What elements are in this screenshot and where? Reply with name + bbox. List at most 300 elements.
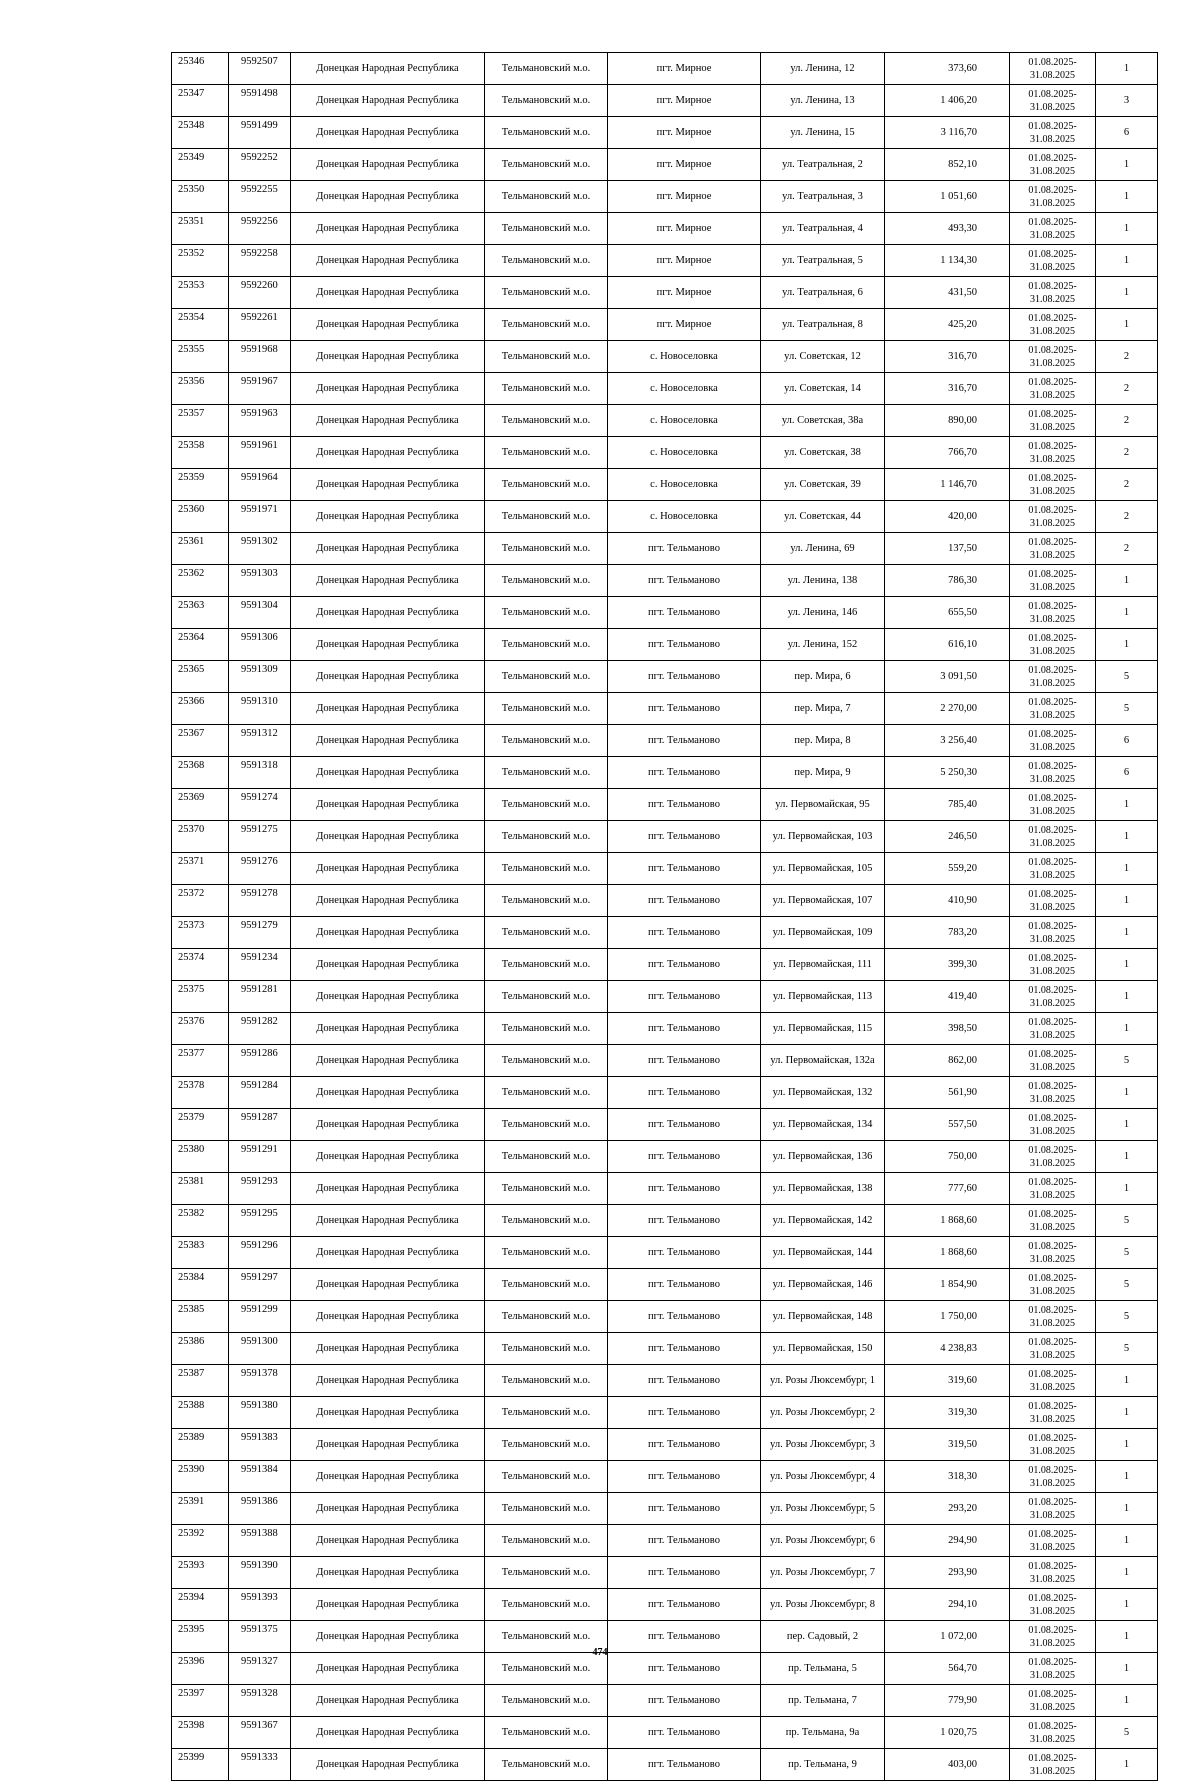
object-code-cell: 9591284 xyxy=(229,1077,291,1109)
settlement-cell: с. Новоселовка xyxy=(608,469,761,501)
record-number-cell: 25354 xyxy=(172,309,229,341)
table-row xyxy=(172,1141,1158,1173)
table-row xyxy=(172,341,1158,373)
period-start: 01.08.2025- xyxy=(1028,88,1077,100)
address-cell: ул. Первомайская, 132а xyxy=(761,1045,885,1077)
address-cell: ул. Театральная, 8 xyxy=(761,309,885,341)
area-cell: 398,50 xyxy=(885,1013,1010,1045)
object-code-cell: 9591274 xyxy=(229,789,291,821)
period-start: 01.08.2025- xyxy=(1028,536,1077,548)
municipality-cell: Тельмановский м.о. xyxy=(485,757,608,789)
table-row xyxy=(172,629,1158,661)
period-start: 01.08.2025- xyxy=(1028,1528,1077,1540)
period-end: 31.08.2025 xyxy=(1030,1765,1075,1777)
settlement-cell: пгт. Тельманово xyxy=(608,629,761,661)
municipality-cell: Тельмановский м.о. xyxy=(485,949,608,981)
area-cell: 557,50 xyxy=(885,1109,1010,1141)
period-cell xyxy=(1010,1301,1096,1333)
object-code-cell: 9591378 xyxy=(229,1365,291,1397)
region-cell: Донецкая Народная Республика xyxy=(291,85,485,117)
object-code-cell: 9591304 xyxy=(229,597,291,629)
municipality-cell: Тельмановский м.о. xyxy=(485,1493,608,1525)
settlement-cell: с. Новоселовка xyxy=(608,341,761,373)
period-end: 31.08.2025 xyxy=(1030,869,1075,881)
period-start: 01.08.2025- xyxy=(1028,792,1077,804)
object-code-cell: 9592255 xyxy=(229,181,291,213)
count-cell: 1 xyxy=(1096,181,1158,213)
count-cell: 1 xyxy=(1096,949,1158,981)
area-cell: 1 868,60 xyxy=(885,1237,1010,1269)
object-code-cell: 9591281 xyxy=(229,981,291,1013)
region-cell: Донецкая Народная Республика xyxy=(291,1525,485,1557)
area-cell: 655,50 xyxy=(885,597,1010,629)
area-cell: 890,00 xyxy=(885,405,1010,437)
address-cell: ул. Первомайская, 132 xyxy=(761,1077,885,1109)
settlement-cell: пгт. Мирное xyxy=(608,53,761,85)
area-cell: 862,00 xyxy=(885,1045,1010,1077)
area-cell: 1 854,90 xyxy=(885,1269,1010,1301)
period-cell xyxy=(1010,1045,1096,1077)
address-cell: ул. Первомайская, 103 xyxy=(761,821,885,853)
settlement-cell: пгт. Тельманово xyxy=(608,789,761,821)
table-row xyxy=(172,821,1158,853)
area-cell: 1 020,75 xyxy=(885,1717,1010,1749)
period-end: 31.08.2025 xyxy=(1030,1445,1075,1457)
record-number-cell: 25390 xyxy=(172,1461,229,1493)
record-number-cell: 25380 xyxy=(172,1141,229,1173)
count-cell: 6 xyxy=(1096,117,1158,149)
area-cell: 246,50 xyxy=(885,821,1010,853)
period-cell xyxy=(1010,821,1096,853)
count-cell: 2 xyxy=(1096,501,1158,533)
area-cell: 1 072,00 xyxy=(885,1621,1010,1653)
period-end: 31.08.2025 xyxy=(1030,613,1075,625)
record-number-cell: 25383 xyxy=(172,1237,229,1269)
region-cell: Донецкая Народная Республика xyxy=(291,981,485,1013)
settlement-cell: пгт. Тельманово xyxy=(608,1749,761,1781)
area-cell: 3 091,50 xyxy=(885,661,1010,693)
address-cell: ул. Розы Люксембург, 2 xyxy=(761,1397,885,1429)
period-end: 31.08.2025 xyxy=(1030,933,1075,945)
municipality-cell: Тельмановский м.о. xyxy=(485,1685,608,1717)
period-start: 01.08.2025- xyxy=(1028,760,1077,772)
address-cell: ул. Театральная, 2 xyxy=(761,149,885,181)
count-cell: 1 xyxy=(1096,1557,1158,1589)
address-cell: ул. Первомайская, 113 xyxy=(761,981,885,1013)
object-code-cell: 9591282 xyxy=(229,1013,291,1045)
period-end: 31.08.2025 xyxy=(1030,1477,1075,1489)
region-cell: Донецкая Народная Республика xyxy=(291,437,485,469)
municipality-cell: Тельмановский м.о. xyxy=(485,1397,608,1429)
period-cell xyxy=(1010,757,1096,789)
municipality-cell: Тельмановский м.о. xyxy=(485,1717,608,1749)
table-row xyxy=(172,725,1158,757)
municipality-cell: Тельмановский м.о. xyxy=(485,1045,608,1077)
period-cell xyxy=(1010,501,1096,533)
address-cell: ул. Розы Люксембург, 6 xyxy=(761,1525,885,1557)
municipality-cell: Тельмановский м.о. xyxy=(485,693,608,725)
region-cell: Донецкая Народная Республика xyxy=(291,1429,485,1461)
address-cell: ул. Розы Люксембург, 5 xyxy=(761,1493,885,1525)
municipality-cell: Тельмановский м.о. xyxy=(485,245,608,277)
area-cell: 779,90 xyxy=(885,1685,1010,1717)
address-cell: ул. Розы Люксембург, 7 xyxy=(761,1557,885,1589)
count-cell: 1 xyxy=(1096,149,1158,181)
region-cell: Донецкая Народная Республика xyxy=(291,565,485,597)
count-cell: 1 xyxy=(1096,885,1158,917)
address-cell: ул. Первомайская, 144 xyxy=(761,1237,885,1269)
region-cell: Донецкая Народная Республика xyxy=(291,213,485,245)
settlement-cell: с. Новоселовка xyxy=(608,373,761,405)
object-code-cell: 9591367 xyxy=(229,1717,291,1749)
period-start: 01.08.2025- xyxy=(1028,56,1077,68)
period-cell xyxy=(1010,1525,1096,1557)
area-cell: 316,70 xyxy=(885,341,1010,373)
period-start: 01.08.2025- xyxy=(1028,920,1077,932)
record-number-cell: 25364 xyxy=(172,629,229,661)
settlement-cell: пгт. Тельманово xyxy=(608,1205,761,1237)
count-cell: 1 xyxy=(1096,1173,1158,1205)
period-end: 31.08.2025 xyxy=(1030,389,1075,401)
count-cell: 1 xyxy=(1096,1461,1158,1493)
municipality-cell: Тельмановский м.о. xyxy=(485,1301,608,1333)
object-code-cell: 9592258 xyxy=(229,245,291,277)
municipality-cell: Тельмановский м.о. xyxy=(485,533,608,565)
record-number-cell: 25371 xyxy=(172,853,229,885)
settlement-cell: пгт. Тельманово xyxy=(608,1301,761,1333)
count-cell: 1 xyxy=(1096,1685,1158,1717)
settlement-cell: пгт. Тельманово xyxy=(608,725,761,757)
count-cell: 5 xyxy=(1096,693,1158,725)
area-cell: 319,50 xyxy=(885,1429,1010,1461)
address-cell: ул. Розы Люксембург, 8 xyxy=(761,1589,885,1621)
record-number-cell: 25357 xyxy=(172,405,229,437)
area-cell: 1 146,70 xyxy=(885,469,1010,501)
period-end: 31.08.2025 xyxy=(1030,229,1075,241)
region-cell: Донецкая Народная Республика xyxy=(291,1109,485,1141)
object-code-cell: 9591291 xyxy=(229,1141,291,1173)
region-cell: Донецкая Народная Республика xyxy=(291,53,485,85)
period-end: 31.08.2025 xyxy=(1030,709,1075,721)
record-number-cell: 25377 xyxy=(172,1045,229,1077)
settlement-cell: пгт. Тельманово xyxy=(608,661,761,693)
period-cell xyxy=(1010,885,1096,917)
address-cell: ул. Театральная, 3 xyxy=(761,181,885,213)
object-code-cell: 9591310 xyxy=(229,693,291,725)
object-code-cell: 9591296 xyxy=(229,1237,291,1269)
region-cell: Донецкая Народная Республика xyxy=(291,1205,485,1237)
address-cell: ул. Первомайская, 142 xyxy=(761,1205,885,1237)
area-cell: 561,90 xyxy=(885,1077,1010,1109)
table-row xyxy=(172,277,1158,309)
address-cell: ул. Первомайская, 136 xyxy=(761,1141,885,1173)
record-number-cell: 25367 xyxy=(172,725,229,757)
region-cell: Донецкая Народная Республика xyxy=(291,1589,485,1621)
address-cell: ул. Первомайская, 109 xyxy=(761,917,885,949)
settlement-cell: с. Новоселовка xyxy=(608,437,761,469)
period-end: 31.08.2025 xyxy=(1030,517,1075,529)
object-code-cell: 9592256 xyxy=(229,213,291,245)
period-end: 31.08.2025 xyxy=(1030,901,1075,913)
record-number-cell: 25385 xyxy=(172,1301,229,1333)
table-row xyxy=(172,1333,1158,1365)
period-cell xyxy=(1010,245,1096,277)
region-cell: Донецкая Народная Республика xyxy=(291,405,485,437)
area-cell: 293,20 xyxy=(885,1493,1010,1525)
settlement-cell: с. Новоселовка xyxy=(608,405,761,437)
period-start: 01.08.2025- xyxy=(1028,344,1077,356)
settlement-cell: пгт. Тельманово xyxy=(608,1045,761,1077)
period-end: 31.08.2025 xyxy=(1030,165,1075,177)
municipality-cell: Тельмановский м.о. xyxy=(485,85,608,117)
period-start: 01.08.2025- xyxy=(1028,1464,1077,1476)
region-cell: Донецкая Народная Республика xyxy=(291,917,485,949)
region-cell: Донецкая Народная Республика xyxy=(291,597,485,629)
table-row xyxy=(172,53,1158,85)
period-end: 31.08.2025 xyxy=(1030,1125,1075,1137)
period-start: 01.08.2025- xyxy=(1028,280,1077,292)
table-row xyxy=(172,309,1158,341)
municipality-cell: Тельмановский м.о. xyxy=(485,1269,608,1301)
municipality-cell: Тельмановский м.о. xyxy=(485,1077,608,1109)
address-cell: ул. Ленина, 12 xyxy=(761,53,885,85)
object-code-cell: 9591963 xyxy=(229,405,291,437)
address-cell: пер. Садовый, 2 xyxy=(761,1621,885,1653)
period-start: 01.08.2025- xyxy=(1028,504,1077,516)
record-number-cell: 25347 xyxy=(172,85,229,117)
period-end: 31.08.2025 xyxy=(1030,1157,1075,1169)
table-row xyxy=(172,373,1158,405)
period-end: 31.08.2025 xyxy=(1030,69,1075,81)
settlement-cell: пгт. Тельманово xyxy=(608,821,761,853)
period-end: 31.08.2025 xyxy=(1030,1605,1075,1617)
settlement-cell: пгт. Тельманово xyxy=(608,1525,761,1557)
table-row xyxy=(172,661,1158,693)
record-number-cell: 25350 xyxy=(172,181,229,213)
settlement-cell: пгт. Тельманово xyxy=(608,1621,761,1653)
area-cell: 786,30 xyxy=(885,565,1010,597)
count-cell: 1 xyxy=(1096,309,1158,341)
period-start: 01.08.2025- xyxy=(1028,1432,1077,1444)
object-code-cell: 9591287 xyxy=(229,1109,291,1141)
count-cell: 1 xyxy=(1096,565,1158,597)
period-start: 01.08.2025- xyxy=(1028,888,1077,900)
municipality-cell: Тельмановский м.о. xyxy=(485,1237,608,1269)
region-cell: Донецкая Народная Республика xyxy=(291,341,485,373)
table-row xyxy=(172,789,1158,821)
object-code-cell: 9592252 xyxy=(229,149,291,181)
municipality-cell: Тельмановский м.о. xyxy=(485,821,608,853)
address-cell: ул. Первомайская, 111 xyxy=(761,949,885,981)
count-cell: 5 xyxy=(1096,1205,1158,1237)
count-cell: 5 xyxy=(1096,661,1158,693)
period-end: 31.08.2025 xyxy=(1030,1509,1075,1521)
region-cell: Донецкая Народная Республика xyxy=(291,693,485,725)
registry-table xyxy=(171,52,1158,1781)
table-row xyxy=(172,597,1158,629)
municipality-cell: Тельмановский м.о. xyxy=(485,629,608,661)
period-start: 01.08.2025- xyxy=(1028,1400,1077,1412)
period-end: 31.08.2025 xyxy=(1030,293,1075,305)
record-number-cell: 25353 xyxy=(172,277,229,309)
municipality-cell: Тельмановский м.о. xyxy=(485,597,608,629)
area-cell: 137,50 xyxy=(885,533,1010,565)
count-cell: 1 xyxy=(1096,597,1158,629)
object-code-cell: 9591293 xyxy=(229,1173,291,1205)
area-cell: 294,90 xyxy=(885,1525,1010,1557)
period-cell xyxy=(1010,277,1096,309)
period-cell xyxy=(1010,661,1096,693)
area-cell: 294,10 xyxy=(885,1589,1010,1621)
table-row xyxy=(172,949,1158,981)
period-end: 31.08.2025 xyxy=(1030,485,1075,497)
municipality-cell: Тельмановский м.о. xyxy=(485,1365,608,1397)
municipality-cell: Тельмановский м.о. xyxy=(485,437,608,469)
period-start: 01.08.2025- xyxy=(1028,1208,1077,1220)
period-end: 31.08.2025 xyxy=(1030,1381,1075,1393)
period-start: 01.08.2025- xyxy=(1028,1592,1077,1604)
area-cell: 2 270,00 xyxy=(885,693,1010,725)
count-cell: 6 xyxy=(1096,725,1158,757)
object-code-cell: 9592261 xyxy=(229,309,291,341)
period-start: 01.08.2025- xyxy=(1028,1112,1077,1124)
period-start: 01.08.2025- xyxy=(1028,568,1077,580)
period-end: 31.08.2025 xyxy=(1030,197,1075,209)
period-start: 01.08.2025- xyxy=(1028,376,1077,388)
table-row xyxy=(172,533,1158,565)
region-cell: Донецкая Народная Республика xyxy=(291,309,485,341)
period-end: 31.08.2025 xyxy=(1030,805,1075,817)
period-end: 31.08.2025 xyxy=(1030,965,1075,977)
address-cell: пер. Мира, 9 xyxy=(761,757,885,789)
period-start: 01.08.2025- xyxy=(1028,472,1077,484)
period-end: 31.08.2025 xyxy=(1030,133,1075,145)
period-cell xyxy=(1010,117,1096,149)
address-cell: ул. Театральная, 5 xyxy=(761,245,885,277)
period-end: 31.08.2025 xyxy=(1030,1573,1075,1585)
count-cell: 2 xyxy=(1096,533,1158,565)
object-code-cell: 9591299 xyxy=(229,1301,291,1333)
area-cell: 766,70 xyxy=(885,437,1010,469)
address-cell: пер. Мира, 7 xyxy=(761,693,885,725)
record-number-cell: 25396 xyxy=(172,1653,229,1685)
region-cell: Донецкая Народная Республика xyxy=(291,1717,485,1749)
address-cell: пр. Тельмана, 9 xyxy=(761,1749,885,1781)
count-cell: 1 xyxy=(1096,213,1158,245)
record-number-cell: 25356 xyxy=(172,373,229,405)
area-cell: 852,10 xyxy=(885,149,1010,181)
period-start: 01.08.2025- xyxy=(1028,1752,1077,1764)
object-code-cell: 9591295 xyxy=(229,1205,291,1237)
municipality-cell: Тельмановский м.о. xyxy=(485,1205,608,1237)
count-cell: 1 xyxy=(1096,1493,1158,1525)
record-number-cell: 25362 xyxy=(172,565,229,597)
settlement-cell: пгт. Тельманово xyxy=(608,917,761,949)
address-cell: ул. Первомайская, 115 xyxy=(761,1013,885,1045)
count-cell: 6 xyxy=(1096,757,1158,789)
address-cell: ул. Первомайская, 150 xyxy=(761,1333,885,1365)
area-cell: 559,20 xyxy=(885,853,1010,885)
count-cell: 2 xyxy=(1096,437,1158,469)
count-cell: 2 xyxy=(1096,469,1158,501)
region-cell: Донецкая Народная Республика xyxy=(291,1173,485,1205)
address-cell: пр. Тельмана, 7 xyxy=(761,1685,885,1717)
area-cell: 5 250,30 xyxy=(885,757,1010,789)
table-row xyxy=(172,917,1158,949)
period-end: 31.08.2025 xyxy=(1030,1541,1075,1553)
object-code-cell: 9591964 xyxy=(229,469,291,501)
table-row xyxy=(172,85,1158,117)
record-number-cell: 25384 xyxy=(172,1269,229,1301)
area-cell: 425,20 xyxy=(885,309,1010,341)
address-cell: пр. Тельмана, 5 xyxy=(761,1653,885,1685)
address-cell: ул. Советская, 39 xyxy=(761,469,885,501)
count-cell: 1 xyxy=(1096,1397,1158,1429)
settlement-cell: пгт. Тельманово xyxy=(608,1333,761,1365)
address-cell: ул. Советская, 38а xyxy=(761,405,885,437)
address-cell: ул. Театральная, 4 xyxy=(761,213,885,245)
record-number-cell: 25351 xyxy=(172,213,229,245)
municipality-cell: Тельмановский м.о. xyxy=(485,1525,608,1557)
area-cell: 3 256,40 xyxy=(885,725,1010,757)
region-cell: Донецкая Народная Республика xyxy=(291,1141,485,1173)
table-row xyxy=(172,853,1158,885)
period-start: 01.08.2025- xyxy=(1028,600,1077,612)
period-cell xyxy=(1010,309,1096,341)
municipality-cell: Тельмановский м.о. xyxy=(485,789,608,821)
area-cell: 419,40 xyxy=(885,981,1010,1013)
period-start: 01.08.2025- xyxy=(1028,1624,1077,1636)
period-cell xyxy=(1010,725,1096,757)
period-start: 01.08.2025- xyxy=(1028,1368,1077,1380)
period-cell xyxy=(1010,85,1096,117)
table-row xyxy=(172,1525,1158,1557)
region-cell: Донецкая Народная Республика xyxy=(291,1685,485,1717)
period-cell xyxy=(1010,1013,1096,1045)
period-cell xyxy=(1010,149,1096,181)
table-row xyxy=(172,1429,1158,1461)
record-number-cell: 25399 xyxy=(172,1749,229,1781)
region-cell: Донецкая Народная Республика xyxy=(291,1493,485,1525)
table-row xyxy=(172,469,1158,501)
period-cell xyxy=(1010,1077,1096,1109)
region-cell: Донецкая Народная Республика xyxy=(291,1269,485,1301)
settlement-cell: пгт. Тельманово xyxy=(608,1365,761,1397)
count-cell: 5 xyxy=(1096,1301,1158,1333)
period-cell xyxy=(1010,917,1096,949)
object-code-cell: 9592507 xyxy=(229,53,291,85)
municipality-cell: Тельмановский м.о. xyxy=(485,1429,608,1461)
record-number-cell: 25370 xyxy=(172,821,229,853)
period-cell xyxy=(1010,1141,1096,1173)
region-cell: Донецкая Народная Республика xyxy=(291,533,485,565)
period-end: 31.08.2025 xyxy=(1030,325,1075,337)
period-start: 01.08.2025- xyxy=(1028,696,1077,708)
period-cell xyxy=(1010,533,1096,565)
record-number-cell: 25368 xyxy=(172,757,229,789)
settlement-cell: пгт. Тельманово xyxy=(608,1429,761,1461)
settlement-cell: пгт. Тельманово xyxy=(608,1717,761,1749)
count-cell: 1 xyxy=(1096,1109,1158,1141)
count-cell: 5 xyxy=(1096,1333,1158,1365)
period-start: 01.08.2025- xyxy=(1028,824,1077,836)
region-cell: Донецкая Народная Республика xyxy=(291,1301,485,1333)
record-number-cell: 25359 xyxy=(172,469,229,501)
count-cell: 5 xyxy=(1096,1717,1158,1749)
municipality-cell: Тельмановский м.о. xyxy=(485,981,608,1013)
record-number-cell: 25378 xyxy=(172,1077,229,1109)
record-number-cell: 25358 xyxy=(172,437,229,469)
